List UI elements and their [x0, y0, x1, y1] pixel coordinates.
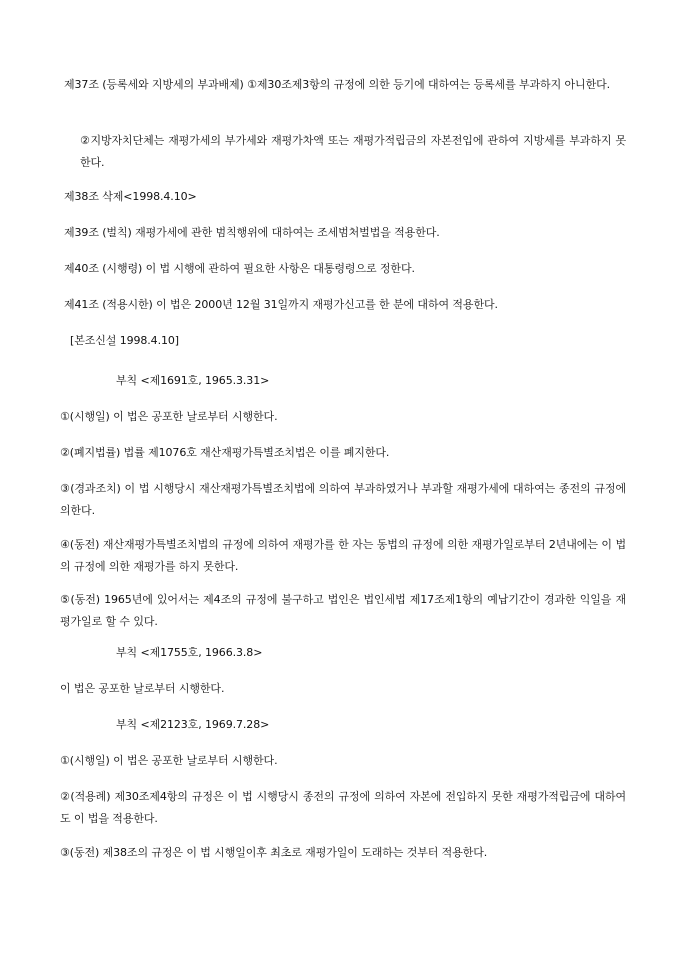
article-38: 제38조 삭제<1998.4.10>: [64, 190, 197, 203]
addenda-1691-item-1: ①(시행일) 이 법은 공포한 날로부터 시행한다.: [60, 410, 278, 423]
article-39: 제39조 (벌칙) 재평가세에 관한 범칙행위에 대하여는 조세범처벌법을 적용한다.: [64, 226, 440, 239]
addenda-1691-item-4: ④(동전) 재산재평가특별조치법의 규정에 의하여 재평가를 한 자는 동법의 규정에 의한 재평가일로부터 2년내에는 이 법의 규정에 의한 재평가를 하지 못한다.: [60, 538, 626, 573]
addenda-2123-item-1: ①(시행일) 이 법은 공포한 날로부터 시행한다.: [60, 754, 278, 767]
addenda-1691-item-2: ②(폐지법률) 법률 제1076호 재산재평가특별조치법은 이를 폐지한다.: [60, 446, 390, 459]
addenda-2123-item-2: ②(적용례) 제30조제4항의 규정은 이 법 시행당시 종전의 규정에 의하여 자본에 전입하지 못한 재평가적립금에 대하여도 이 법을 적용한다.: [60, 790, 626, 825]
addenda-heading-1755: 부칙 <제1755호, 1966.3.8>: [116, 646, 263, 659]
addenda-1691-item-3: ③(경과조치) 이 법 시행당시 재산재평가특별조치법에 의하여 부과하였거나 부과할 재평가세에 대하여는 종전의 규정에 의한다.: [60, 482, 626, 517]
article-37-paragraph-2: ②지방자치단체는 재평가세의 부가세와 재평가차액 또는 재평가적립금의 자본전입에 관하여 지방세를 부과하지 못한다.: [80, 134, 626, 169]
addenda-heading-2123: 부칙 <제2123호, 1969.7.28>: [116, 718, 270, 731]
article-41: 제41조 (적용시한) 이 법은 2000년 12월 31일까지 재평가신고를 한 분에 대하여 적용한다.: [64, 298, 498, 311]
addenda-2123-item-3: ③(동전) 제38조의 규정은 이 법 시행일이후 최초로 재평가일이 도래하는 것부터 적용한다.: [60, 846, 488, 859]
article-40: 제40조 (시행령) 이 법 시행에 관하여 필요한 사항은 대통령령으로 정한다.: [64, 262, 415, 275]
addenda-heading-1691: 부칙 <제1691호, 1965.3.31>: [116, 374, 270, 387]
article-41-note: [본조신설 1998.4.10]: [70, 334, 179, 347]
addenda-1755-item-1: 이 법은 공포한 날로부터 시행한다.: [60, 682, 225, 695]
article-37-paragraph-1: 제37조 (등록세와 지방세의 부과배제) ①제30조제3항의 규정에 의한 등기에 대하여는 등록세를 부과하지 아니한다.: [64, 78, 611, 91]
addenda-1691-item-5: ⑤(동전) 1965년에 있어서는 제4조의 규정에 불구하고 법인은 법인세법 제17조제1항의 예납기간이 경과한 익일을 재평가일로 할 수 있다.: [60, 593, 626, 628]
